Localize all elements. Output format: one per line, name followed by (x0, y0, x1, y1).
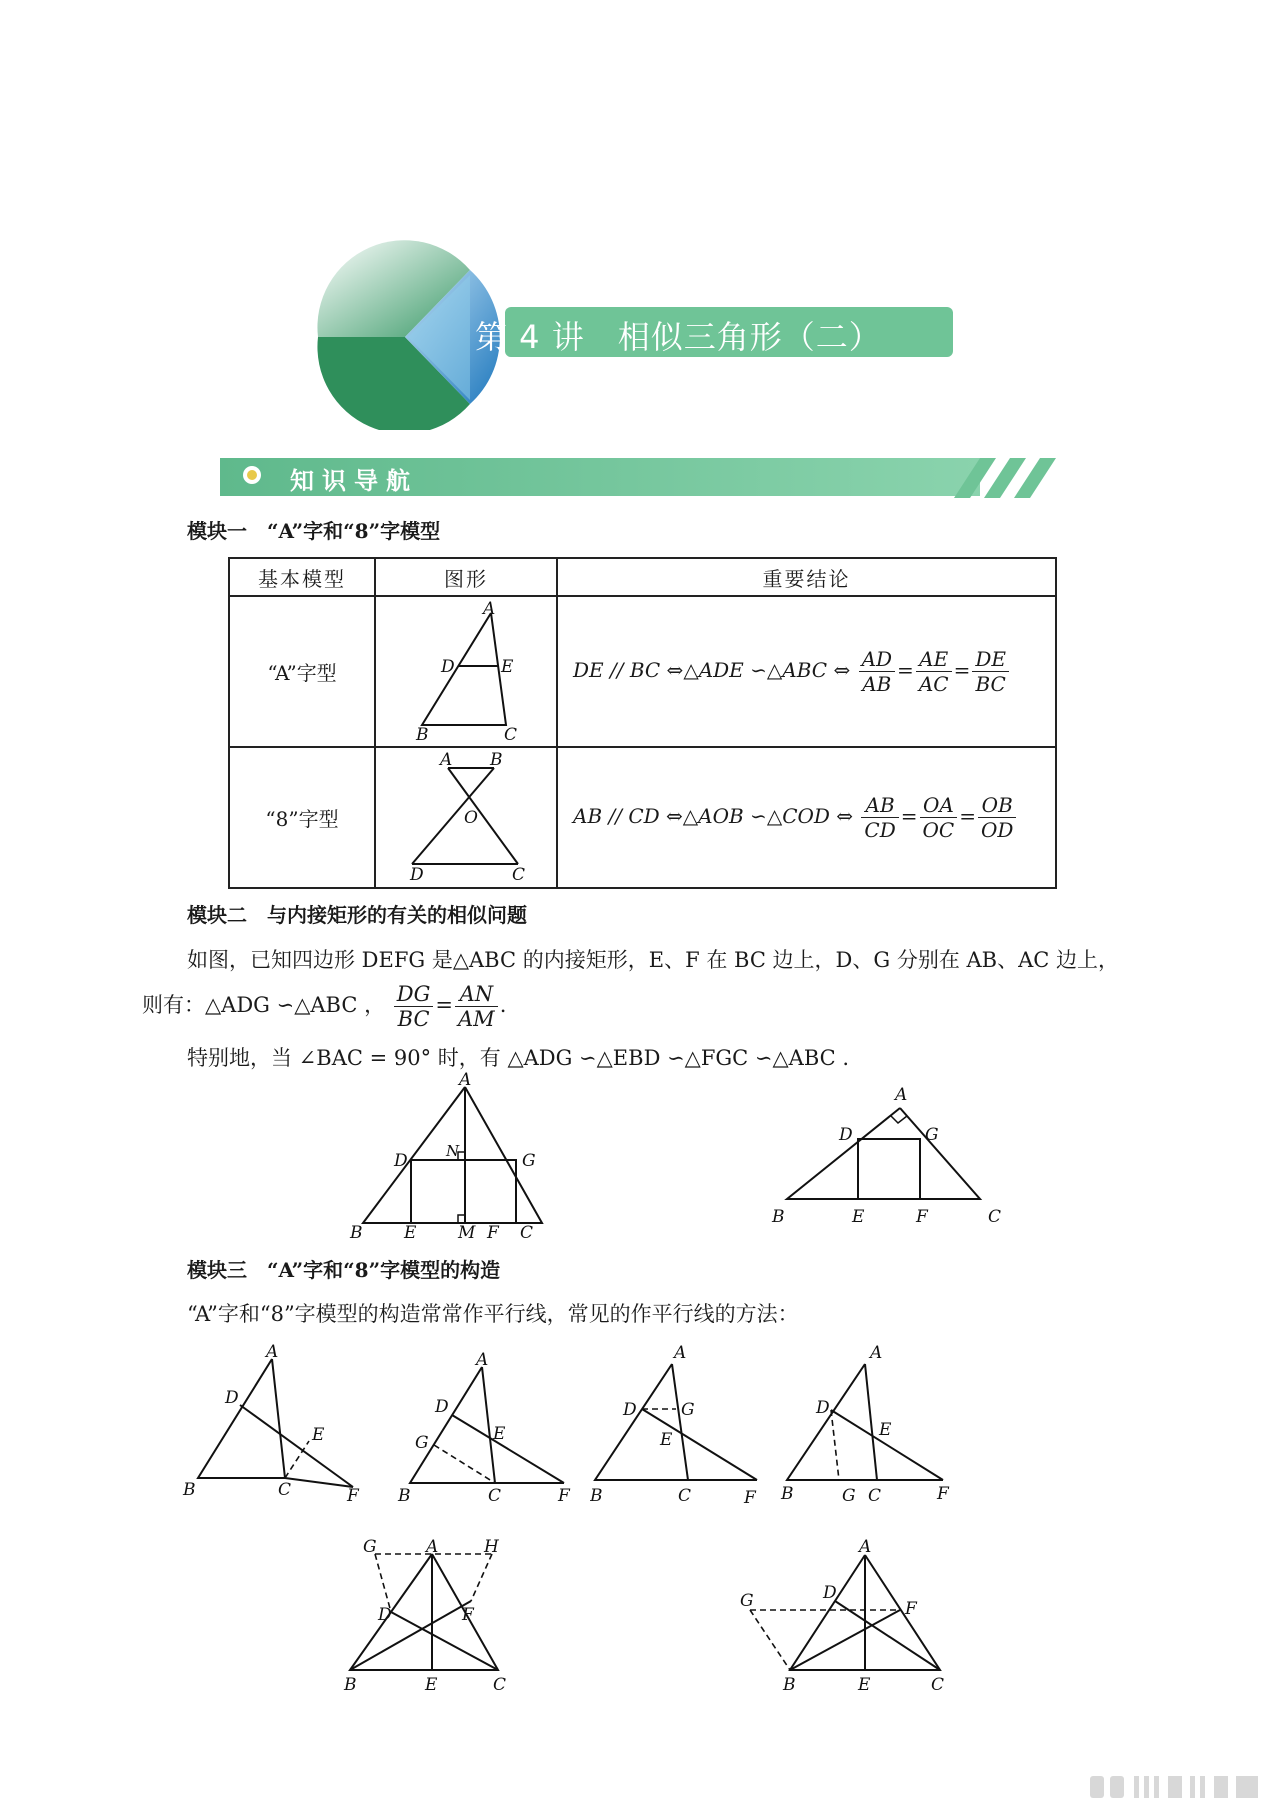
a-model-figure-cell (375, 596, 557, 747)
module2-paragraph: 特别地，当 ∠BAC = 90° 时，有 △ADG ∽△EBD ∽△FGC ∽△ABC . (187, 1046, 850, 1070)
fig-label: F (937, 1484, 949, 1504)
fig-label: D (839, 1125, 853, 1145)
fig-label: D (623, 1400, 637, 1420)
fig-label: B (344, 1675, 357, 1695)
fig-label: A (895, 1085, 908, 1105)
fig-label: C (868, 1486, 882, 1506)
fraction (859, 647, 895, 696)
section-bar-stripes (950, 458, 1070, 498)
fig-label: D (378, 1605, 392, 1625)
fig-label: G (415, 1433, 429, 1453)
fig-label: A (483, 599, 496, 619)
a-model-figure (376, 597, 556, 741)
denominator: BC (975, 672, 1006, 696)
numerator: AE (916, 647, 952, 672)
eight-model-figure (376, 748, 556, 882)
fig-label: F (744, 1488, 756, 1508)
denominator: BC (397, 1007, 430, 1031)
denominator: AM (458, 1007, 495, 1031)
fig-label: A (859, 1537, 872, 1557)
paragraph-text: . (499, 993, 507, 1017)
chapter-title: 第 4 讲 相似三角形（二） (475, 318, 882, 356)
fig-label: E (312, 1425, 325, 1445)
fig-label: B (590, 1486, 603, 1506)
right-angle-inscribed-figure (760, 1078, 1010, 1228)
section-title: 知识导航 (290, 466, 418, 495)
fig-label: D (410, 865, 424, 882)
table-header-cell: 重要结论 (557, 558, 1056, 596)
eight-model-figure-cell (375, 747, 557, 888)
table-row (229, 747, 1056, 888)
fig-label: C (488, 1486, 502, 1506)
model-name: “8”字型 (229, 747, 375, 888)
fig-label: A (266, 1342, 279, 1362)
construction-figure (775, 1335, 965, 1510)
denominator: OD (981, 818, 1014, 842)
chapter-banner-graphic (0, 0, 1280, 430)
fig-label: B (783, 1675, 796, 1695)
fraction (972, 647, 1009, 696)
inscribed-rectangle-figure (340, 1070, 560, 1240)
fig-label: E (858, 1675, 871, 1695)
fig-label: G (842, 1486, 856, 1506)
fraction (861, 793, 898, 842)
fig-label: F (487, 1223, 499, 1240)
denominator: OC (922, 818, 955, 842)
module2-title: 模块二 与内接矩形的有关的相似问题 (187, 903, 527, 927)
fig-label: D (441, 657, 455, 677)
denominator: CD (864, 818, 896, 842)
table-header-cell: 基本模型 (229, 558, 375, 596)
fig-label: A (426, 1537, 439, 1557)
fig-label: G (740, 1591, 754, 1611)
table-header-cell: 图形 (375, 558, 557, 596)
construction-figure (340, 1530, 525, 1705)
fig-label: B (772, 1207, 785, 1227)
fig-label: D (823, 1583, 837, 1603)
numerator: OA (920, 793, 958, 818)
module2-paragraph: 如图，已知四边形 DEFG 是△ABC 的内接矩形，E、F 在 BC 边上，D、G 分别在 AB、AC 边上， (187, 948, 1120, 972)
denominator: AC (918, 672, 949, 696)
table-header-row (229, 558, 1056, 596)
a-model-conclusion: DE // BC ⇔△ADE ∽△ABC ⇔ $\frac{AD}{AB}$ = $\frac{AE}{AC}$ = $\frac{DE}{BC}$ (557, 596, 1056, 747)
fig-label: E (501, 657, 514, 677)
fig-label: F (462, 1605, 474, 1625)
fig-label: C (504, 725, 518, 741)
numerator: AD (859, 647, 895, 672)
fig-label: D (816, 1398, 830, 1418)
fig-label: B (416, 725, 429, 741)
models-table (228, 557, 1057, 889)
fig-label: C (493, 1675, 507, 1695)
fig-label: O (464, 808, 478, 828)
fig-label: B (781, 1484, 794, 1504)
construction-figure (590, 1335, 770, 1510)
fig-label: B (183, 1480, 196, 1500)
fig-label: D (435, 1397, 449, 1417)
fig-label: E (660, 1430, 673, 1450)
fig-label: E (879, 1420, 892, 1440)
fig-label: C (512, 865, 526, 882)
fig-label: F (347, 1486, 359, 1506)
fig-label: C (988, 1207, 1002, 1227)
fig-label: E (404, 1223, 417, 1240)
fraction (920, 793, 958, 842)
numerator: AB (861, 793, 898, 818)
fig-label: B (490, 750, 503, 770)
fig-label: A (440, 750, 453, 770)
fig-label: A (870, 1343, 883, 1363)
fig-label: A (476, 1350, 489, 1370)
fig-label: B (350, 1223, 363, 1240)
construction-figure (175, 1335, 375, 1510)
fig-label: M (458, 1223, 476, 1240)
module1-title: 模块一 “A”字和“8”字模型 (187, 519, 441, 543)
bullet-icon (243, 466, 261, 484)
construction-figure (735, 1530, 960, 1705)
numerator: AN (455, 982, 498, 1007)
numerator: OB (978, 793, 1016, 818)
fig-label: G (363, 1537, 377, 1557)
fraction (978, 793, 1016, 842)
fig-label: C (278, 1480, 292, 1500)
paragraph-text: 则有：△ADG ∽△ABC ， (142, 993, 386, 1017)
watermark-icon (1090, 1772, 1260, 1802)
fig-label: E (493, 1424, 506, 1444)
table-row (229, 596, 1056, 747)
fig-label: G (925, 1125, 939, 1145)
fig-label: A (674, 1343, 687, 1363)
construction-figure (390, 1335, 580, 1510)
fig-label: B (398, 1486, 411, 1506)
conclusion-text: AB // CD ⇔△AOB ∽△COD ⇔ (573, 804, 854, 828)
fig-label: H (484, 1537, 499, 1557)
conclusion-text: DE // BC ⇔△ADE ∽△ABC ⇔ (573, 658, 851, 682)
module3-paragraph: “A”字和“8”字模型的构造常常作平行线，常见的作平行线的方法： (187, 1302, 799, 1326)
fig-label: F (916, 1207, 928, 1227)
model-name: “A”字型 (229, 596, 375, 747)
fig-label: G (522, 1151, 536, 1171)
numerator: DG (394, 982, 434, 1007)
fig-label: D (225, 1388, 239, 1408)
fig-label: D (394, 1151, 408, 1171)
module2-paragraph: 则有：△ADG ∽△ABC ， $\frac{DG}{BC}$ = $\frac{AN}{AM}$ . (142, 982, 507, 1031)
denominator: AB (862, 672, 892, 696)
fig-label: C (931, 1675, 945, 1695)
fig-label: A (459, 1070, 472, 1090)
eight-model-conclusion: AB // CD ⇔△AOB ∽△COD ⇔ $\frac{AB}{CD}$ = $\frac{OA}{OC}$ = $\frac{OB}{OD}$ (557, 747, 1056, 888)
fig-label: F (905, 1599, 917, 1619)
fraction (916, 647, 952, 696)
fig-label: C (678, 1486, 692, 1506)
fig-label: E (852, 1207, 865, 1227)
module3-title: 模块三 “A”字和“8”字模型的构造 (187, 1258, 501, 1282)
fig-label: N (446, 1142, 460, 1160)
fig-label: F (558, 1486, 570, 1506)
fraction (394, 982, 434, 1031)
fig-label: C (520, 1223, 534, 1240)
numerator: DE (972, 647, 1009, 672)
fig-label: G (681, 1400, 695, 1420)
fig-label: E (425, 1675, 438, 1695)
fraction (455, 982, 498, 1031)
